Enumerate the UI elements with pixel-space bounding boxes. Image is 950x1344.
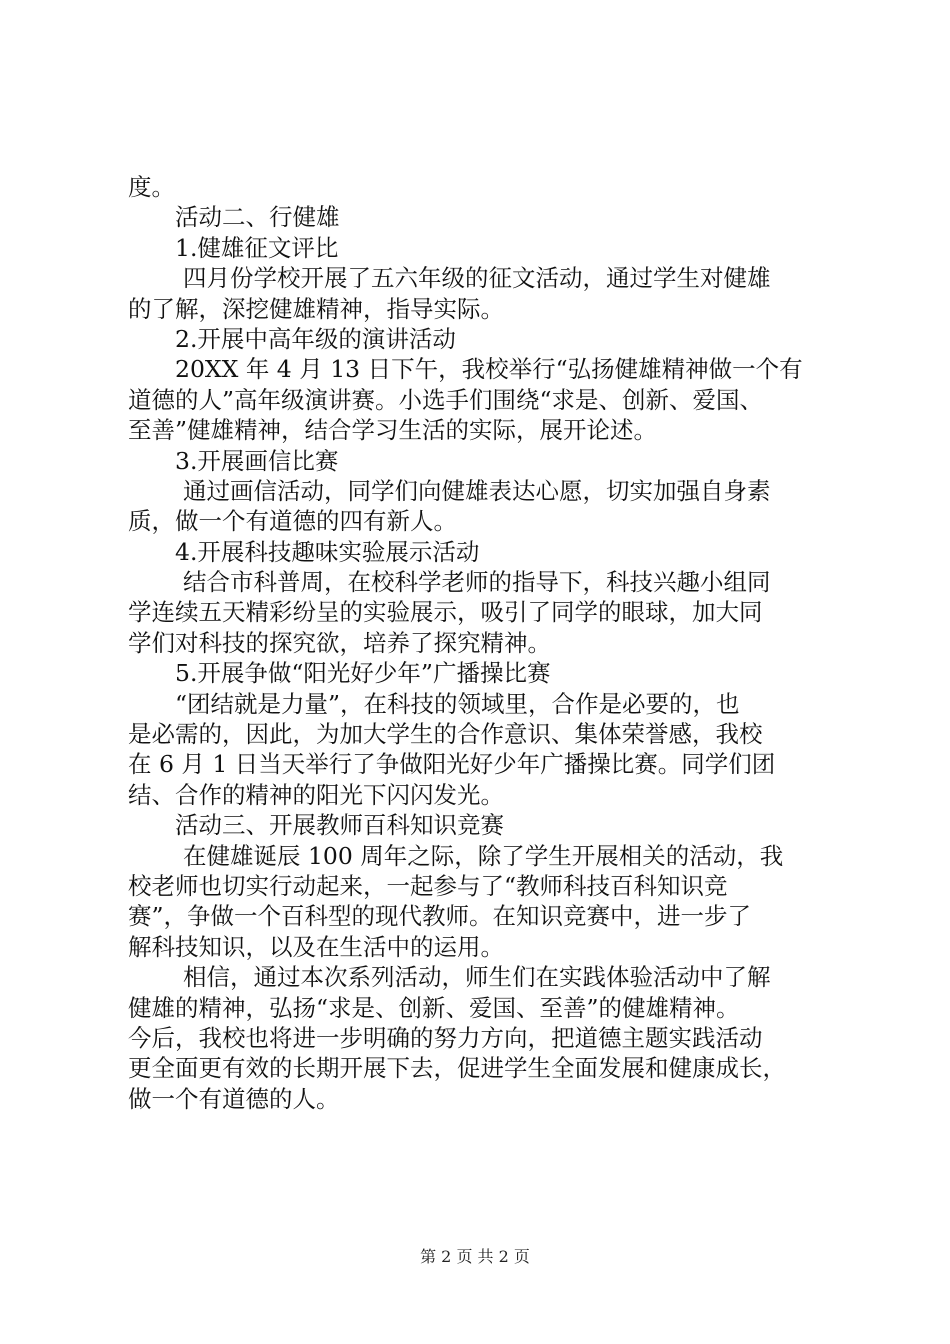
document-body — [128, 172, 838, 1114]
section-heading: 活动三、开展教师百科知识竞赛 — [175, 811, 504, 840]
text-line: 结、合作的精神的阳光下闪闪发光。 — [128, 780, 504, 809]
subsection-heading: 2.开展中高年级的演讲活动 — [175, 324, 456, 353]
text-line: 四月份学校开展了五六年级的征文活动，通过学生对健雄 — [183, 264, 771, 293]
text-line: 相信，通过本次系列活动，师生们在实践体验活动中了解 — [183, 963, 771, 992]
text-line: 更全面更有效的长期开展下去，促进学生全面发展和健康成长， — [128, 1054, 786, 1083]
text-line: 赛”，争做一个百科型的现代教师。在知识竞赛中，进一步了 — [128, 902, 752, 931]
page-footer: 第 2 页 共 2 页 — [420, 1247, 530, 1266]
text-line: 度。 — [128, 173, 175, 201]
text-line: 在 6 月 1 日当天举行了争做阳光好少年广播操比赛。同学们团 — [128, 750, 776, 779]
text-line: 的了解，深挖健雄精神，指导实际。 — [128, 294, 504, 323]
text-line: 至善”健雄精神，结合学习生活的实际，展开论述。 — [128, 416, 658, 445]
text-line: 校老师也切实行动起来，一起参与了“教师科技百科知识竞 — [128, 871, 728, 900]
text-line: 学们对科技的探究欲，培养了探究精神。 — [128, 628, 551, 657]
text-line: 健雄的精神，弘扬“求是、创新、爱国、至善”的健雄精神。 — [128, 993, 740, 1022]
text-line: 质，做一个有道德的四有新人。 — [128, 507, 457, 536]
text-line: 在健雄诞辰 100 周年之际，除了学生开展相关的活动，我 — [183, 841, 784, 870]
subsection-heading: 5.开展争做“阳光好少年”广播操比赛 — [175, 659, 551, 688]
text-line: 今后，我校也将进一步明确的努力方向，把道德主题实践活动 — [128, 1023, 763, 1052]
text-line: 做一个有道德的人。 — [128, 1084, 340, 1113]
text-line: 通过画信活动，同学们向健雄表达心愿，切实加强自身素 — [183, 476, 771, 505]
text-line: 结合市科普周，在校科学老师的指导下，科技兴趣小组同 — [183, 568, 771, 597]
text-line: 解科技知识，以及在生活中的运用。 — [128, 932, 504, 961]
text-line: 道德的人”高年级演讲赛。小选手们围绕“求是、创新、爱国、 — [128, 385, 764, 414]
subsection-heading: 4.开展科技趣味实验展示活动 — [175, 537, 480, 566]
text-line: 是必需的，因此，为加大学生的合作意识、集体荣誉感，我校 — [128, 720, 763, 749]
text-line: 学连续五天精彩纷呈的实验展示，吸引了同学的眼球，加大同 — [128, 598, 763, 627]
text-line: 20XX 年 4 月 13 日下午，我校举行“弘扬健雄精神做一个有 — [175, 355, 803, 384]
text-line: “团结就是力量”，在科技的领域里，合作是必要的，也 — [175, 689, 740, 718]
subsection-heading: 3.开展画信比赛 — [175, 446, 339, 475]
section-heading: 活动二、行健雄 — [175, 203, 340, 232]
subsection-heading: 1.健雄征文评比 — [175, 233, 339, 262]
